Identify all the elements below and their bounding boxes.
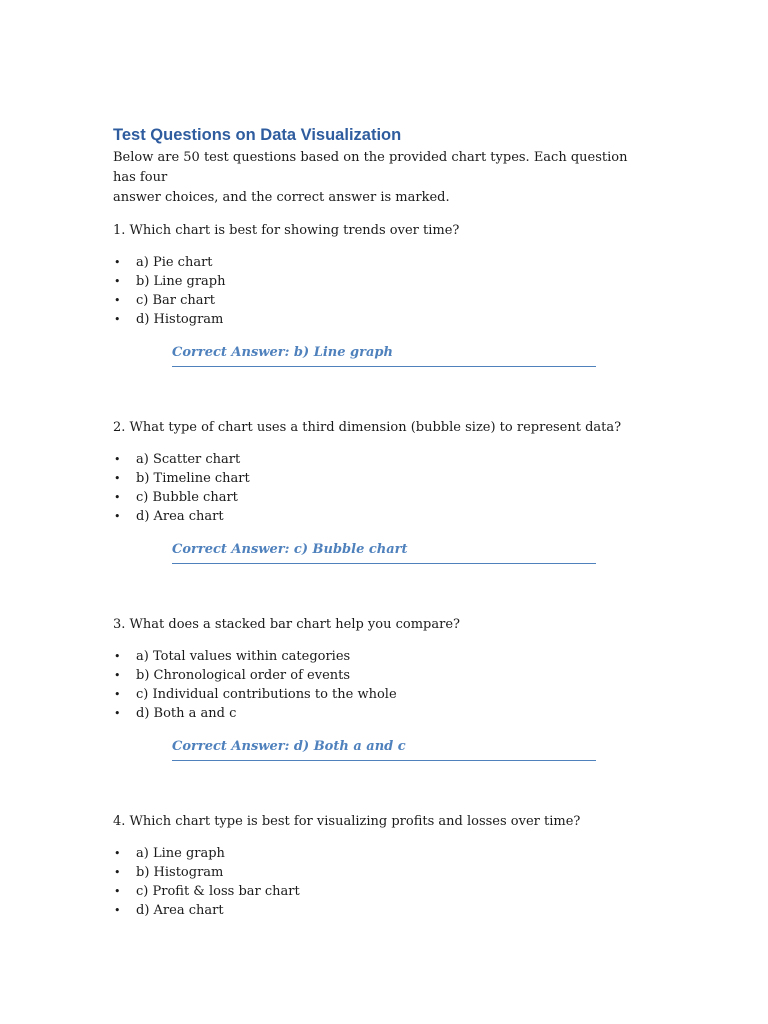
option-item <box>113 901 653 920</box>
bullet-icon: • <box>114 707 121 720</box>
intro-line-2: answer choices, and the correct answer is marked. <box>113 190 450 205</box>
bullet-icon: • <box>114 847 121 860</box>
correct-answer-text: Correct Answer: c) Bubble chart <box>172 542 408 557</box>
bullet-icon: • <box>114 866 121 879</box>
bullet-icon: • <box>114 453 121 466</box>
question-block-4 <box>113 812 653 920</box>
bullet-icon: • <box>114 294 121 307</box>
bullet-icon: • <box>114 256 121 269</box>
question-block-3 <box>113 615 653 761</box>
option-item <box>113 844 653 863</box>
option-list <box>113 450 653 526</box>
option-item <box>113 666 653 685</box>
bullet-icon: • <box>114 510 121 523</box>
option-list <box>113 844 653 920</box>
option-item <box>113 310 653 329</box>
option-label: c) Bar chart <box>136 293 215 308</box>
option-label: a) Line graph <box>136 846 225 861</box>
option-item <box>113 882 653 901</box>
option-label: d) Both a and c <box>136 706 237 721</box>
option-item <box>113 450 653 469</box>
option-list <box>113 253 653 329</box>
bullet-icon: • <box>114 472 121 485</box>
option-item <box>113 647 653 666</box>
correct-answer-text: Correct Answer: b) Line graph <box>172 345 393 360</box>
document-content <box>113 124 653 920</box>
intro-paragraph <box>113 148 653 208</box>
option-label: b) Histogram <box>136 865 224 880</box>
question-text: 1. Which chart is best for showing trends over time? <box>113 223 460 238</box>
bullet-icon: • <box>114 669 121 682</box>
option-label: d) Area chart <box>136 509 224 524</box>
correct-answer <box>172 341 596 367</box>
question-text: 2. What type of chart uses a third dimension (bubble size) to represent data? <box>113 420 622 435</box>
option-label: a) Total values within categories <box>136 649 351 664</box>
question-text: 3. What does a stacked bar chart help you compare? <box>113 617 460 632</box>
option-label: d) Histogram <box>136 312 224 327</box>
bullet-icon: • <box>114 904 121 917</box>
question-block-1 <box>113 221 653 367</box>
correct-answer <box>172 538 596 564</box>
option-item <box>113 704 653 723</box>
bullet-icon: • <box>114 650 121 663</box>
question-block-2 <box>113 418 653 564</box>
bullet-icon: • <box>114 275 121 288</box>
option-item <box>113 272 653 291</box>
option-list <box>113 647 653 723</box>
option-item <box>113 253 653 272</box>
question-text: 4. Which chart type is best for visualizing profits and losses over time? <box>113 814 581 829</box>
option-item <box>113 291 653 310</box>
option-label: b) Line graph <box>136 274 226 289</box>
correct-answer-text: Correct Answer: d) Both a and c <box>172 739 406 754</box>
option-label: a) Scatter chart <box>136 452 241 467</box>
option-item <box>113 488 653 507</box>
bullet-icon: • <box>114 885 121 898</box>
option-label: c) Individual contributions to the whole <box>136 687 397 702</box>
option-item <box>113 685 653 704</box>
option-item <box>113 469 653 488</box>
option-label: b) Timeline chart <box>136 471 250 486</box>
option-item <box>113 507 653 526</box>
option-label: b) Chronological order of events <box>136 668 351 683</box>
option-label: d) Area chart <box>136 903 224 918</box>
option-item <box>113 863 653 882</box>
bullet-icon: • <box>114 313 121 326</box>
option-label: a) Pie chart <box>136 255 213 270</box>
option-label: c) Bubble chart <box>136 490 238 505</box>
document-title: Test Questions on Data Visualization <box>113 126 402 144</box>
intro-line-1: Below are 50 test questions based on the provided chart types. Each question has four <box>113 150 628 185</box>
bullet-icon: • <box>114 688 121 701</box>
correct-answer <box>172 735 596 761</box>
option-label: c) Profit & loss bar chart <box>136 884 300 899</box>
bullet-icon: • <box>114 491 121 504</box>
